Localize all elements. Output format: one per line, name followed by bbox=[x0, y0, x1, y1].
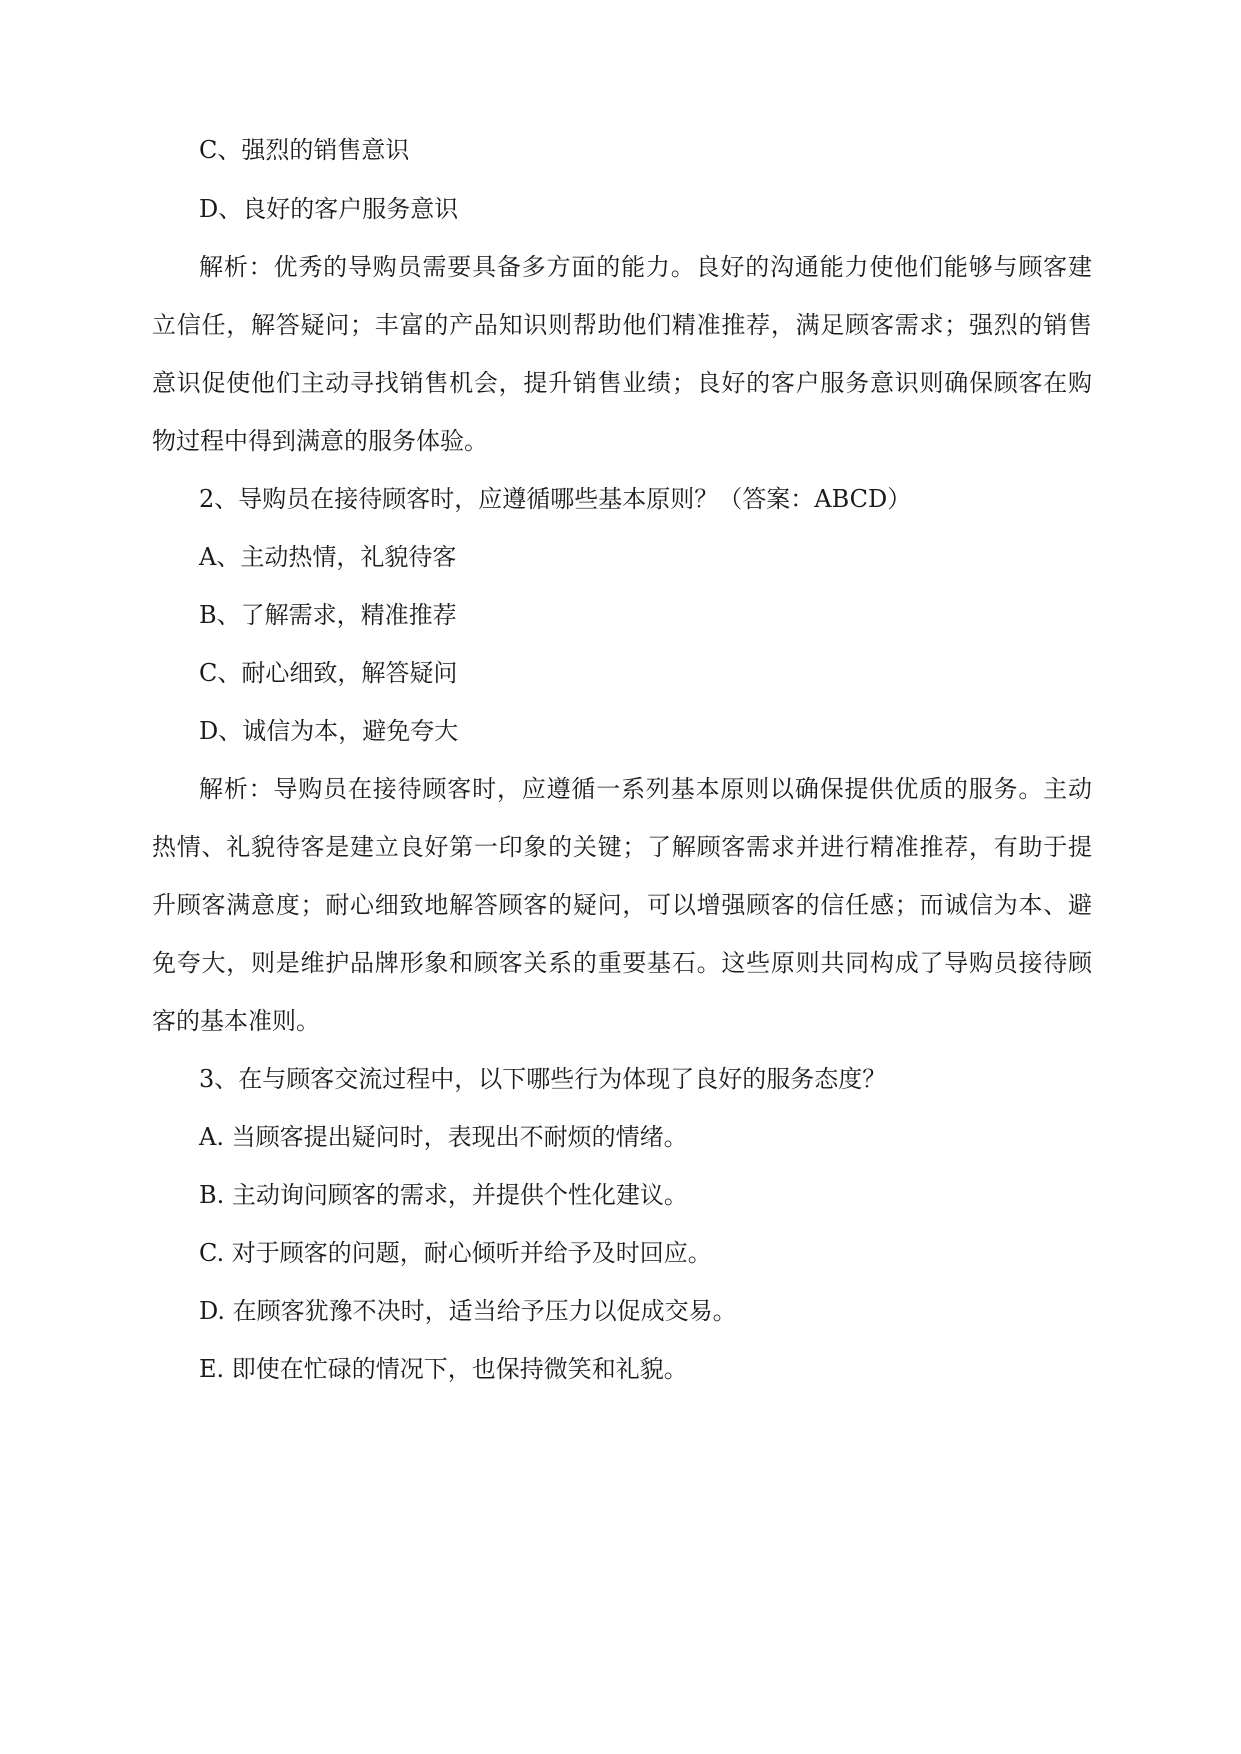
q2-option-a: A、主动热情，礼貌待客 bbox=[199, 543, 457, 571]
q2-option-d: D、诚信为本，避免夸大 bbox=[199, 717, 459, 745]
q3-option-c: C. 对于顾客的问题，耐心倾听并给予及时回应。 bbox=[199, 1239, 712, 1267]
q1-option-d: D、良好的客户服务意识 bbox=[199, 195, 459, 223]
q3-option-e: E. 即使在忙碌的情况下，也保持微笑和礼貌。 bbox=[199, 1355, 688, 1383]
q2-analysis-line-1: 解析：导购员在接待顾客时，应遵循一系列基本原则以确保提供优质的服务。主动 bbox=[199, 775, 1092, 803]
q2-analysis-line-4: 免夸大，则是维护品牌形象和顾客关系的重要基石。这些原则共同构成了导购员接待顾 bbox=[152, 949, 1092, 977]
q2-question: 2、导购员在接待顾客时，应遵循哪些基本原则？（答案：ABCD） bbox=[199, 485, 912, 513]
q1-analysis-line-4: 物过程中得到满意的服务体验。 bbox=[152, 427, 488, 455]
q3-option-d: D. 在顾客犹豫不决时，适当给予压力以促成交易。 bbox=[199, 1297, 737, 1325]
q1-analysis-line-2: 立信任，解答疑问；丰富的产品知识则帮助他们精准推荐，满足顾客需求；强烈的销售 bbox=[152, 311, 1092, 339]
q2-option-c: C、耐心细致，解答疑问 bbox=[199, 659, 458, 687]
q2-analysis-line-3: 升顾客满意度；耐心细致地解答顾客的疑问，可以增强顾客的信任感；而诚信为本、避 bbox=[152, 891, 1092, 919]
q2-option-b: B、了解需求，精准推荐 bbox=[199, 601, 457, 629]
q2-analysis-line-2: 热情、礼貌待客是建立良好第一印象的关键；了解顾客需求并进行精准推荐，有助于提 bbox=[152, 833, 1092, 861]
q3-option-b: B. 主动询问顾客的需求，并提供个性化建议。 bbox=[199, 1181, 688, 1209]
q3-option-a: A. 当顾客提出疑问时，表现出不耐烦的情绪。 bbox=[199, 1123, 688, 1151]
q1-analysis-line-3: 意识促使他们主动寻找销售机会，提升销售业绩；良好的客户服务意识则确保顾客在购 bbox=[152, 369, 1092, 397]
q2-analysis-line-5: 客的基本准则。 bbox=[152, 1007, 320, 1035]
q1-option-c: C、强烈的销售意识 bbox=[199, 136, 410, 164]
q1-analysis-line-1: 解析：优秀的导购员需要具备多方面的能力。良好的沟通能力使他们能够与顾客建 bbox=[199, 253, 1092, 281]
q3-question: 3、在与顾客交流过程中，以下哪些行为体现了良好的服务态度？ bbox=[199, 1065, 887, 1093]
